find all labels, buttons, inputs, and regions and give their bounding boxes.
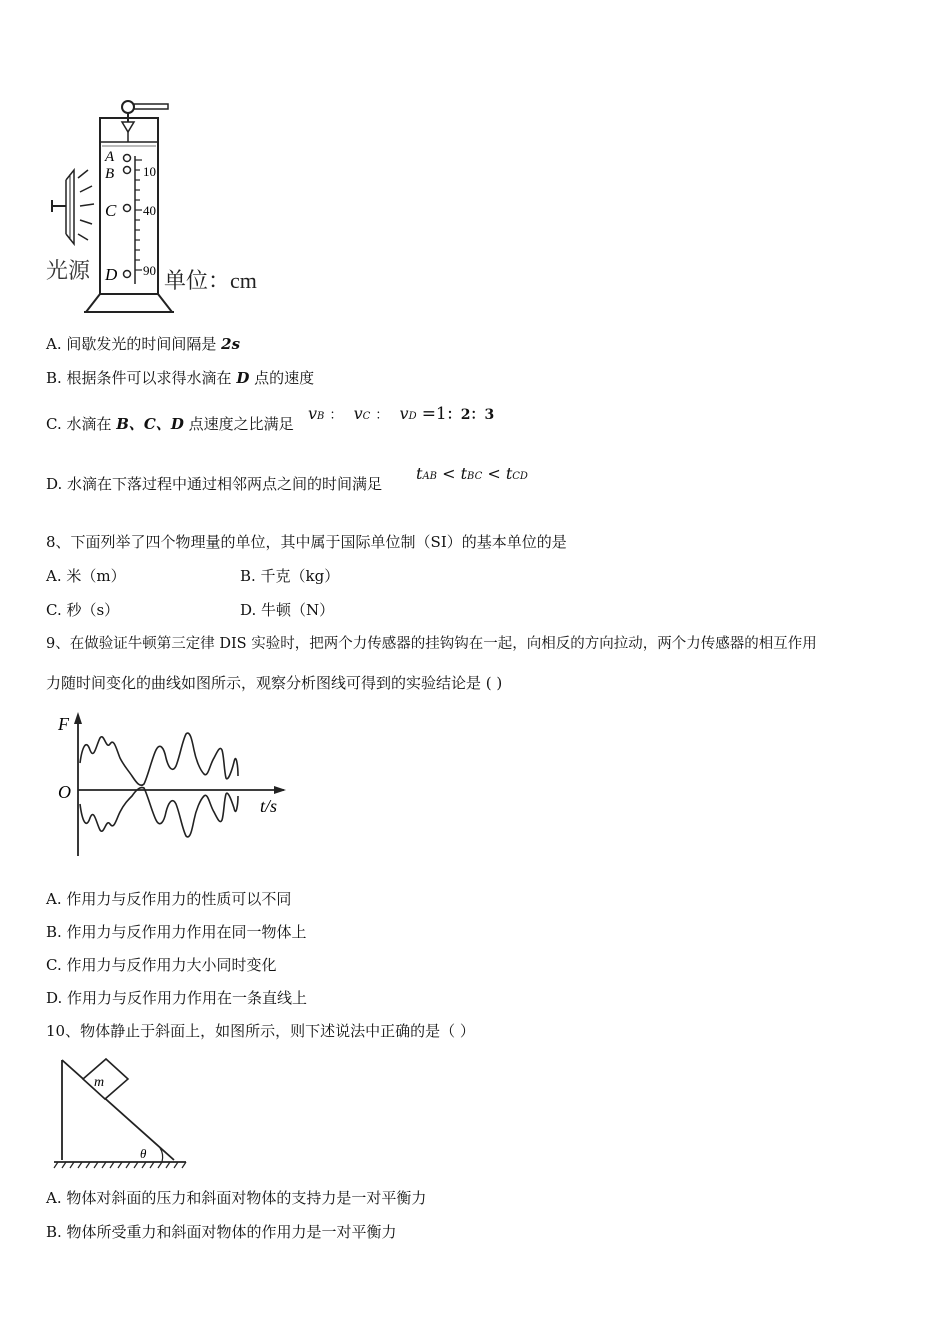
q7-ratio-formula: vB ： vC ： vD =1：2：3 xyxy=(308,404,495,424)
point-label-b: B xyxy=(105,166,115,182)
q9-option-d: D. 作用力与反作用力作用在一条直线上 xyxy=(46,989,308,1007)
point-label-c: C xyxy=(105,201,117,220)
y-axis-label: F xyxy=(58,714,69,734)
q7-option-a: A. 间歇发光的时间间隔是 2s xyxy=(46,335,241,353)
q9-option-c: C. 作用力与反作用力大小同时变化 xyxy=(46,956,277,974)
q10-option-b: B. 物体所受重力和斜面对物体的作用力是一对平衡力 xyxy=(46,1223,397,1241)
q10-option-a: A. 物体对斜面的压力和斜面对物体的支持力是一对平衡力 xyxy=(46,1189,427,1207)
q9-option-a: A. 作用力与反作用力的性质可以不同 xyxy=(46,890,292,908)
q7-time-formula: tAB < tBC < tCD xyxy=(416,464,528,483)
q9-option-b: B. 作用力与反作用力作用在同一物体上 xyxy=(46,923,307,941)
light-source-label: 光源 xyxy=(46,258,91,283)
figure-drop-apparatus xyxy=(44,98,284,320)
q8-stem: 8、下面列举了四个物理量的单位，其中属于国际单位制（SI）的基本单位的是 xyxy=(46,533,567,551)
q7-option-c: C. 水滴在 B、C、D 点速度之比满足 xyxy=(46,415,294,433)
tick-label: 10 xyxy=(143,164,156,179)
force-curve-upper xyxy=(80,733,238,785)
figure-force-time-graph xyxy=(52,708,292,860)
tick-label: 90 xyxy=(143,263,156,278)
force-curve-lower xyxy=(80,787,238,836)
q8-option-b: B. 千克（kg） xyxy=(240,567,340,585)
q7-option-b: B. 根据条件可以求得水滴在 D 点的速度 xyxy=(46,369,315,387)
unit-label: 单位：cm xyxy=(164,268,257,293)
point-label-a: A xyxy=(105,149,115,165)
q10-stem: 10、物体静止于斜面上，如图所示，则下述说法中正确的是（ ） xyxy=(46,1022,475,1040)
angle-label: θ xyxy=(140,1146,147,1161)
origin-label: O xyxy=(58,782,71,802)
figure-incline xyxy=(52,1056,192,1172)
q8-option-a: A. 米（m） xyxy=(46,567,126,585)
q8-option-c: C. 秒（s） xyxy=(46,601,120,619)
q9-stem-line2: 力随时间变化的曲线如图所示，观察分析图线可得到的实验结论是 ( ) xyxy=(46,674,503,692)
tick-label: 40 xyxy=(143,203,156,218)
q7-option-d: D. 水滴在下落过程中通过相邻两点之间的时间满足 xyxy=(46,475,383,493)
mass-label: m xyxy=(94,1075,105,1090)
q8-option-d: D. 牛顿（N） xyxy=(240,601,335,619)
point-label-d: D xyxy=(105,265,118,284)
q9-stem-line1: 9、在做验证牛顿第三定律 DIS 实验时，把两个力传感器的挂钩钩在一起，向相反的方向拉动，两个力传感器的相互作用 xyxy=(46,636,817,652)
x-axis-label: t/s xyxy=(260,796,278,816)
